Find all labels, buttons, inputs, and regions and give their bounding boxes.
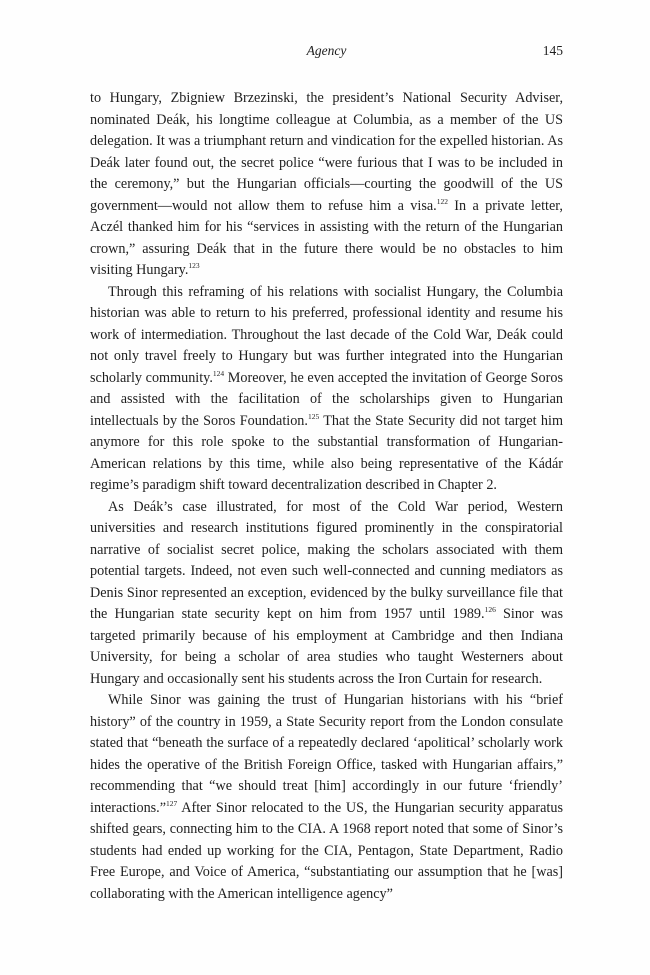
text-run: After Sinor relocated to the US, the Hungarian security apparatus shifted gears, connecting him to the CIA. A 1968 report noted that some of Sinor’s students had ended up working for the CIA, Pentagon, State Department, Radio Free Europe, and Voice of America, “substantiating our assumption that he [was] collaborating with the American intelligence agency” (90, 799, 563, 902)
page-number: 145 (542, 43, 563, 58)
text-run: Through this reframing of his relations with socialist Hungary, the Columbia historian was able to return to his preferred, professional identity and resume his work of intermediation. Throughout the last decade of the Cold War, Deák could not only travel freely to Hungary but was further integrated into the Hungarian scholarly community. (90, 283, 563, 386)
text-run: That the State Security did not target him anymore for this role spoke to the substantial transformation of Hungarian-American relations by this time, while also being representative of the Kádár regime’s paradigm shift toward decentralization described in Chapter 2. (90, 412, 563, 493)
text-run: Moreover, he even accepted the invitation of George Soros and assisted with the facilitation of the scholarships given to Hungarian intellectuals by the Soros Foundation. (90, 369, 563, 429)
body-text (90, 88, 563, 905)
paragraph (90, 497, 563, 691)
paragraph (90, 690, 563, 905)
paragraph (90, 88, 563, 282)
text-run: to Hungary, Zbigniew Brzezinski, the president’s National Security Adviser, nominated Deák, his longtime colleague at Columbia, as a member of the US delegation. It was a triumphant return and vindication for the expelled historian. As Deák later found out, the secret police “were furious that I was to be included in the ceremony,” but the Hungarian officials—courting the goodwill of the US government—would not allow them to refuse him a visa. (90, 90, 563, 214)
paragraph (90, 282, 563, 497)
text-run: Sinor was targeted primarily because of his employment at Cambridge and then Indiana University, for being a scholar of area studies who taught Westerners about Hungary and occasionally sent his students across the Iron Curtain for research. (90, 606, 563, 687)
text-run: In a private letter, Aczél thanked him for his “services in assisting with the return of the Hungarian crown,” assuring Deák that in the future there would be no obstacles to him visiting Hungary. (90, 197, 563, 278)
footnote-ref[interactable]: 124 (212, 368, 225, 378)
footnote-ref[interactable]: 122 (436, 196, 448, 206)
footnote-ref[interactable]: 125 (307, 411, 320, 421)
page-header (90, 43, 563, 65)
footnote-ref[interactable]: 126 (484, 605, 496, 614)
footnote-ref[interactable]: 123 (188, 261, 200, 270)
text-run: As Deák’s case illustrated, for most of the Cold War period, Western universities and research institutions figured prominently in the conspiratorial narrative of socialist secret police, making the scholars associated with them potential targets. Indeed, not even such well-connected and cunning mediators as Denis Sinor represented an exception, evidenced by the bulky surveillance file that the Hungarian state security kept on him from 1957 until 1989. (90, 498, 563, 622)
running-head: Agency (306, 43, 347, 58)
footnote-ref[interactable]: 127 (166, 798, 178, 808)
text-run: While Sinor was gaining the trust of Hungarian historians with his “brief history” of the country in 1959, a State Security report from the London consulate stated that “beneath the surface of a repeatedly declared ‘apolitical’ scholarly work hides the operative of the British Foreign Office, tasked with Hungarian affairs,” recommending that “we should treat [him] accordingly in our future ‘friendly’ interactions.” (90, 692, 563, 816)
